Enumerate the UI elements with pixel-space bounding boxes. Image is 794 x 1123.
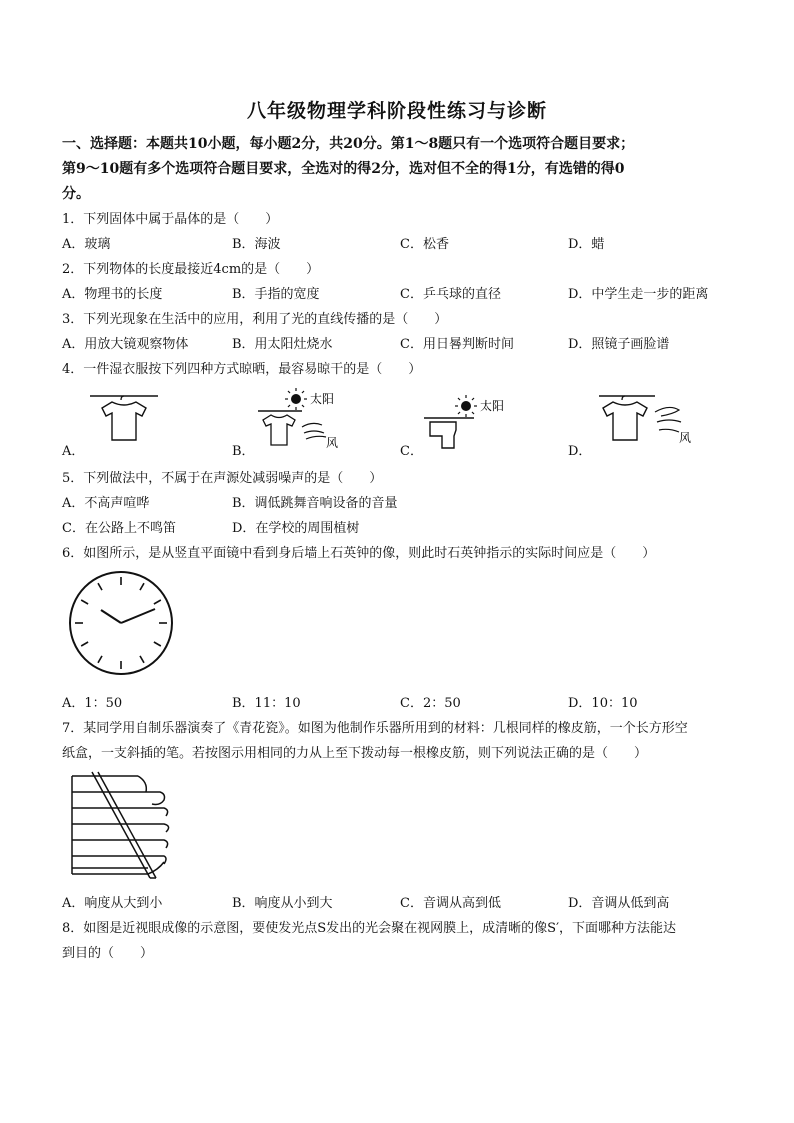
question-3-stem: 3．下列光现象在生活中的应用，利用了光的直线传播的是（ ） (62, 312, 448, 327)
q4-figure-a (90, 388, 160, 448)
wind-icon (655, 407, 681, 432)
q1-option-b: B．海波 (232, 237, 281, 252)
wind-label-d: 风 (679, 431, 692, 445)
q2-option-b: B．手指的宽度 (232, 287, 320, 302)
section-instructions-line-2: 第9～10题有多个选项符合题目要求，全选对的得2分，选对但不全的得1分，有选错的得0 (62, 161, 625, 177)
clock-tick (81, 642, 88, 646)
q1-option-c: C．松香 (400, 237, 449, 252)
q6-option-a: A．1：50 (62, 696, 123, 711)
q4-figure-c (420, 392, 520, 454)
q6-option-b: B．11：10 (232, 696, 301, 711)
clock-tick (81, 600, 88, 604)
q1-option-a: A．玻璃 (62, 237, 111, 252)
wind-label: 风 (326, 436, 339, 450)
clock-tick (98, 656, 102, 663)
q6-option-c: C．2：50 (400, 696, 461, 711)
question-2-stem: 2．下列物体的长度最接近4cm的是（ ） (62, 262, 320, 277)
q5-option-a: A．不高声喧哗 (62, 496, 150, 511)
q2-option-a: A．物理书的长度 (62, 287, 163, 302)
clock-minute-hand (121, 609, 155, 623)
q1-option-d: D．蜡 (568, 237, 605, 252)
clock-tick (154, 600, 161, 604)
clock-mirror-figure (66, 568, 176, 678)
q2-option-d: D．中学生走一步的距离 (568, 287, 709, 302)
question-1-stem: 1．下列固体中属于晶体的是（ ） (62, 212, 279, 227)
question-6-stem: 6．如图所示，是从竖直平面镜中看到身后墙上石英钟的像，则此时石英钟指示的实际时间应是（ ） (62, 546, 656, 561)
q6-option-d: D．10：10 (568, 696, 638, 711)
question-8-stem-line-1: 8．如图是近视眼成像的示意图，要使发光点S发出的光会聚在视网膜上，成清晰的像S′，下面哪种方法能达 (62, 921, 677, 936)
question-7-stem-line-1: 7．某同学用自制乐器演奏了《青花瓷》。如图为他制作乐器所用到的材料：几根同样的橡皮筋，一个长方形空 (62, 721, 688, 736)
q7-option-d: D．音调从低到高 (568, 896, 670, 911)
clock-hour-hand (101, 610, 121, 623)
q2-option-c: C．乒乓球的直径 (400, 287, 501, 302)
sun-icon (455, 395, 477, 417)
q5-option-c: C．在公路上不鸣笛 (62, 521, 176, 536)
page-title: 八年级物理学科阶段性练习与诊断 (246, 100, 547, 122)
q7-option-a: A．响度从大到小 (62, 896, 163, 911)
q7-option-b: B．响度从小到大 (232, 896, 333, 911)
sun-label: 太阳 (310, 392, 335, 406)
q4-figure-d (595, 388, 705, 450)
question-5-stem: 5．下列做法中，不属于在声源处减弱噪声的是（ ） (62, 471, 383, 486)
sun-label-c: 太阳 (480, 399, 505, 413)
clock-tick (98, 583, 102, 590)
section-instructions-line-3: 分。 (62, 186, 90, 202)
clock-tick (140, 583, 144, 590)
q4-option-b: B． (232, 444, 255, 459)
q5-option-b: B．调低跳舞音响设备的音量 (232, 496, 398, 511)
q3-option-b: B．用太阳灶烧水 (232, 337, 333, 352)
q7-option-c: C．音调从高到低 (400, 896, 501, 911)
rubber-band-instrument-figure (68, 770, 178, 880)
question-7-stem-line-2: 纸盒，一支斜插的笔。若按图示用相同的力从上至下拨动每一根橡皮筋，则下列说法正确的是（ ） (62, 746, 648, 761)
clock-tick (154, 642, 161, 646)
q4-figure-b (250, 385, 360, 455)
q4-option-d: D． (568, 444, 592, 459)
q5-option-d: D．在学校的周围植树 (232, 521, 360, 536)
question-8-stem-line-2: 到目的（ ） (62, 946, 154, 961)
question-4-stem: 4．一件湿衣服按下列四种方式晾晒，最容易晾干的是（ ） (62, 362, 422, 377)
clock-tick (140, 656, 144, 663)
q3-option-a: A．用放大镜观察物体 (62, 337, 189, 352)
sun-icon (285, 388, 307, 410)
q4-option-c: C． (400, 444, 423, 459)
q4-option-a: A． (62, 444, 85, 459)
wind-icon (302, 423, 326, 439)
section-instructions-line-1: 一、选择题：本题共10小题，每小题2分，共20分。第1～8题只有一个选项符合题目要求； (62, 136, 635, 152)
q3-option-d: D．照镜子画脸谱 (568, 337, 670, 352)
q3-option-c: C．用日晷判断时间 (400, 337, 514, 352)
